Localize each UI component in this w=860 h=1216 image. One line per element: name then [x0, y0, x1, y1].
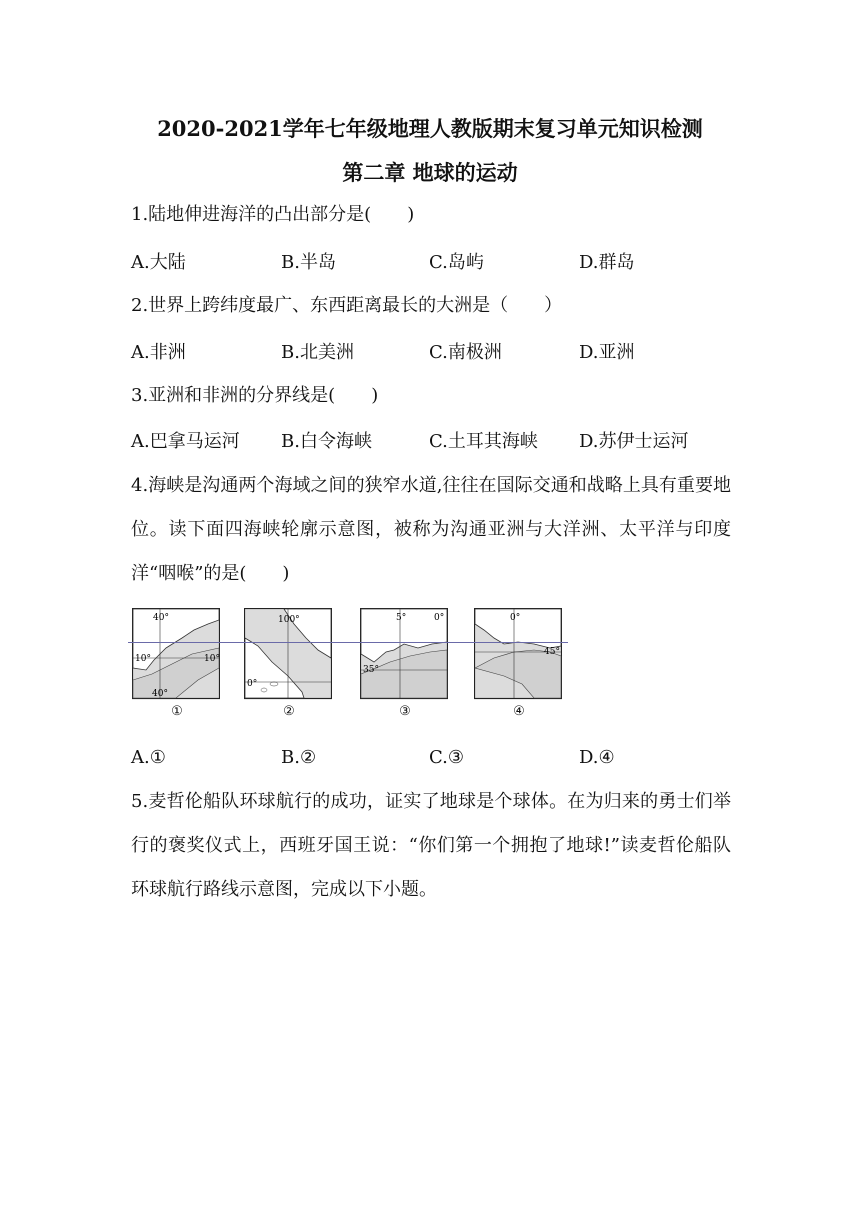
option-d: D.群岛	[579, 252, 635, 273]
page-subtitle: 第二章 地球的运动	[342, 160, 518, 185]
question-4-options	[131, 743, 731, 773]
strait-map-3	[360, 608, 448, 719]
page-title: 2020-2021学年七年级地理人教版期末复习单元知识检测	[157, 116, 703, 141]
option-d: D.④	[579, 747, 615, 768]
option-d: D.亚洲	[579, 342, 635, 363]
map1-mark-right: 10°	[204, 654, 220, 664]
map3-mark-top: 5°	[396, 613, 407, 623]
figure-scan-line	[128, 642, 568, 643]
option-a: A.非洲	[131, 342, 186, 363]
map-3-label: ③	[399, 704, 411, 719]
option-c: C.③	[429, 747, 464, 768]
option-c: C.岛屿	[429, 252, 484, 273]
map4-mark-top: 0°	[510, 613, 521, 623]
option-b: B.白令海峡	[281, 431, 372, 452]
strait-map-2	[244, 608, 332, 719]
map1-mark-left: 10°	[135, 654, 151, 664]
question-5-text: 5.麦哲伦船队环球航行的成功，证实了地球是个球体。在为归来的勇士们举行的褒奖仪式上，西班牙国王说：“你们第一个拥抱了地球!”读麦哲伦船队环球航行路线示意图，完成以下小题。	[131, 791, 731, 900]
map-1-label: ①	[171, 704, 183, 719]
question-1-text: 1.陆地伸进海洋的凸出部分是( )	[131, 204, 415, 225]
strait-map-1	[132, 608, 220, 719]
option-c: C.土耳其海峡	[429, 431, 538, 452]
option-d: D.苏伊士运河	[579, 431, 689, 452]
map4-mark-right: 45°	[544, 647, 560, 657]
map2-mark-top: 100°	[278, 615, 300, 625]
question-3-text: 3.亚洲和非洲的分界线是( )	[131, 385, 379, 406]
question-1-options	[131, 248, 731, 278]
question-3-options	[131, 427, 731, 457]
map2-mark-left: 0°	[247, 679, 258, 689]
map3-mark-left: 35°	[363, 665, 379, 675]
option-a: A.①	[131, 747, 166, 768]
question-4-text: 4.海峡是沟通两个海域之间的狭窄水道,往往在国际交通和战略上具有重要地位。读下面四海峡轮廓示意图，被称为沟通亚洲与大洋洲、太平洋与印度洋“咽喉”的是( )	[131, 475, 731, 584]
option-a: A.巴拿马运河	[131, 431, 240, 452]
question-2-options	[131, 338, 731, 368]
map-4-label: ④	[513, 704, 525, 719]
question-2-text: 2.世界上跨纬度最广、东西距离最长的大洲是（ ）	[131, 295, 563, 316]
option-b: B.半岛	[281, 252, 336, 273]
map1-mark-bottom: 40°	[152, 689, 168, 699]
strait-map-4	[474, 608, 562, 719]
option-a: A.大陆	[131, 252, 186, 273]
option-c: C.南极洲	[429, 342, 502, 363]
strait-maps-figure	[128, 608, 568, 724]
map-2-label: ②	[283, 704, 295, 719]
map1-mark-top: 40°	[153, 613, 169, 623]
option-b: B.北美洲	[281, 342, 354, 363]
option-b: B.②	[281, 747, 317, 768]
map3-mark-right: 0°	[434, 613, 445, 623]
